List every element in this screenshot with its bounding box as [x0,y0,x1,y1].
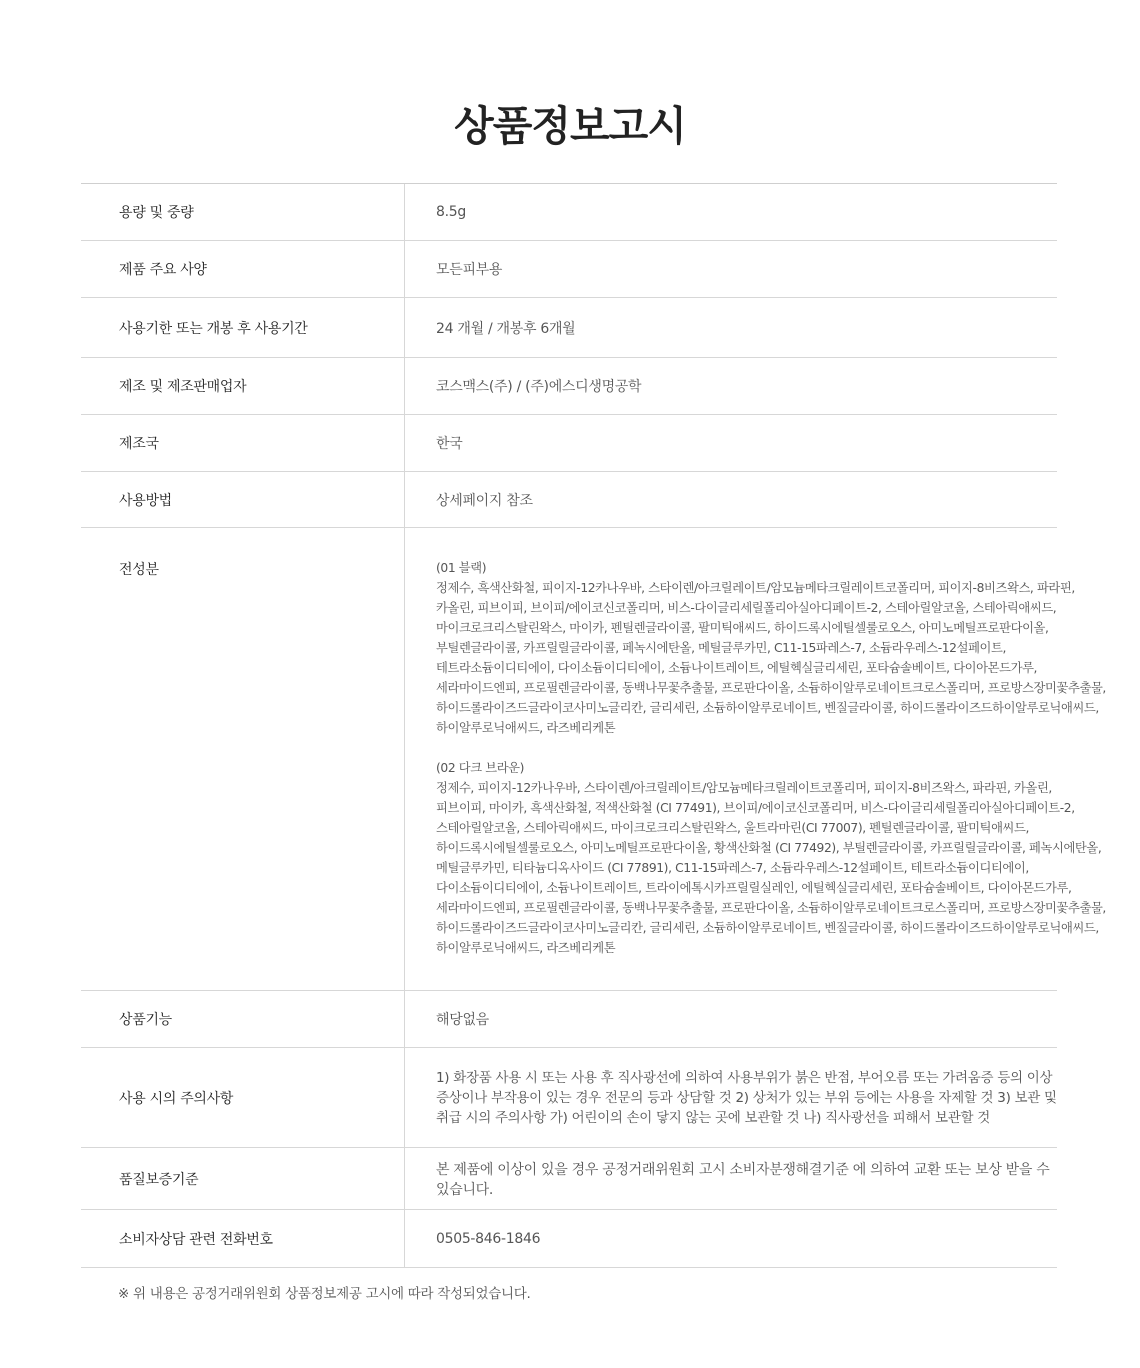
table-row-manufacturer [81,358,1057,415]
table-row-usage [81,472,1057,528]
ingredients-line: 부틸렌글라이콜, 카프릴릴글라이콜, 페녹시에탄올, 메틸글루카민, C11-15파레스-7, 소듐라우레스-12설페이트, [436,641,1007,655]
footnote: ※ 위 내용은 공정거래위원회 상품정보제공 고시에 따라 작성되었습니다. [118,1286,531,1302]
ingredients-line: 피브이피, 마이카, 흑색산화철, 적색산화철 (CI 77491), 브이피/에이코신코폴리머, 비스-다이글리세릴폴리아실아디페이트-2, [436,801,1075,815]
row-label: 사용기한 또는 개봉 후 사용기간 [81,298,405,357]
row-value: 코스맥스(주) / (주)에스디생명공학 [436,379,642,395]
table-row-expiry [81,298,1057,358]
product-info-table [81,183,1106,1268]
ingredients-line: 스테아릴알코올, 스테아릭애씨드, 마이크로크리스탈린왁스, 울트라마린(CI 77007), 펜틸렌글라이콜, 팔미틱애씨드, [436,821,1030,835]
caution-line: 증상이나 부작용이 있는 경우 전문의 등과 상담할 것 2) 상처가 있는 부위 등에는 사용을 자제할 것 3) 보관 및 [436,1089,1057,1106]
row-value: 24 개월 / 개봉후 6개월 [436,320,576,337]
row-value: 모든피부용 [436,262,503,278]
ingredients-line: 다이소듐이디티에이, 소듐나이트레이트, 트라이에톡시카프릴릴실레인, 에틸헥실글리세린, 포타슘솔베이트, 다이아몬드가루, [436,881,1072,895]
row-label: 제품 주요 사양 [81,241,405,297]
ingredients-list [436,558,1116,958]
row-value: 상세페이지 참조 [436,492,533,509]
row-label: 소비자상담 관련 전화번호 [81,1210,405,1267]
caution-text [436,1068,1057,1128]
ingredients-group-black [436,558,1116,738]
row-value [405,1048,1057,1147]
row-value: 한국 [436,436,463,452]
ingredients-line: 세라마이드엔피, 프로필렌글라이콜, 동백나무꽃추출물, 프로판다이올, 소듐하이알루로네이트크로스폴리머, 프로방스장미꽃추출물, [436,901,1106,915]
row-value: 8.5g [436,204,466,220]
ingredients-line: 하이드롤라이즈드글라이코사미노글리칸, 글리세린, 소듐하이알루로네이트, 벤질글라이콜, 하이드롤라이즈드하이알루로닉애씨드, [436,701,1099,715]
table-row-spec [81,241,1057,298]
ingredients-line: 하이알루로닉애씨드, 라즈베리케톤 [436,941,616,955]
caution-line: 취급 시의 주의사항 가) 어린이의 손이 닿지 않는 곳에 보관할 것 나) 직사광선을 피해서 보관할 것 [436,1109,990,1126]
table-row-phone [81,1210,1057,1268]
ingredients-line: 마이크로크리스탈린왁스, 마이카, 펜틸렌글라이콜, 팔미틱애씨드, 하이드록시에틸셀룰로오스, 아미노메틸프로판다이올, [436,621,1049,635]
table-row-ingredients [81,528,1106,991]
ingredients-group-dark-brown [436,758,1116,958]
row-label: 사용 시의 주의사항 [81,1048,405,1147]
ingredients-line: 카올린, 피브이피, 브이피/에이코신코폴리머, 비스-다이글리세릴폴리아실아디페이트-2, 스테아릴알코올, 스테아릭애씨드, [436,601,1057,615]
ingredients-line: 하이알루로닉애씨드, 라즈베리케톤 [436,721,616,735]
row-value: 본 제품에 이상이 있을 경우 공정거래위원회 고시 소비자분쟁해결기준 에 의하여 교환 또는 보상 받을 수 있습니다. [436,1161,1050,1198]
row-label: 용량 및 중량 [81,184,405,240]
ingredients-line: 테트라소듐이디티에이, 다이소듐이디티에이, 소듐나이트레이트, 에틸헥실글리세린, 포타슘솔베이트, 다이아몬드가루, [436,661,1038,675]
ingredients-line: 세라마이드엔피, 프로필렌글라이콜, 동백나무꽃추출물, 프로판다이올, 소듐하이알루로네이트크로스폴리머, 프로방스장미꽃추출물, [436,681,1106,695]
row-label: 제조국 [81,415,405,471]
page-title: 상품정보고시 [454,102,686,150]
row-value: 해당없음 [436,1012,489,1028]
ingredients-line: (02 다크 브라운) [436,761,525,775]
table-row-quality [81,1148,1057,1210]
caution-line: 1) 화장품 사용 시 또는 사용 후 직사광선에 의하여 사용부위가 붉은 반점, 부어오름 또는 가려움증 등의 이상 [436,1069,1053,1086]
row-label: 전성분 [81,528,405,990]
ingredients-line: 정제수, 흑색산화철, 피이지-12카나우바, 스타이렌/아크릴레이트/암모늄메타크릴레이트코폴리머, 피이지-8비즈왁스, 파라핀, [436,581,1075,595]
ingredients-line: 하이드록시에틸셀룰로오스, 아미노메틸프로판다이올, 황색산화철 (CI 77492), 부틸렌글라이콜, 카프릴릴글라이콜, 페녹시에탄올, [436,841,1102,855]
table-row-function [81,991,1057,1048]
ingredients-line: 정제수, 피이지-12카나우바, 스타이렌/아크릴레이트/암모늄메타크릴레이트코폴리머, 피이지-8비즈왁스, 파라핀, 카올린, [436,781,1052,795]
row-label: 상품기능 [81,991,405,1047]
table-row-capacity [81,184,1057,241]
row-value: 0505-846-1846 [436,1230,541,1247]
table-row-caution [81,1048,1057,1148]
ingredients-line: 메틸글루카민, 티타늄디옥사이드 (CI 77891), C11-15파레스-7, 소듐라우레스-12설페이트, 테트라소듐이디티에이, [436,861,1029,875]
ingredients-line: (01 블랙) [436,561,487,575]
row-label: 품질보증기준 [81,1148,405,1209]
row-label: 제조 및 제조판매업자 [81,358,405,414]
row-label: 사용방법 [81,472,405,527]
row-value [405,528,1122,990]
ingredients-line: 하이드롤라이즈드글라이코사미노글리칸, 글리세린, 소듐하이알루로네이트, 벤질글라이콜, 하이드롤라이즈드하이알루로닉애씨드, [436,921,1099,935]
table-row-country [81,415,1057,472]
